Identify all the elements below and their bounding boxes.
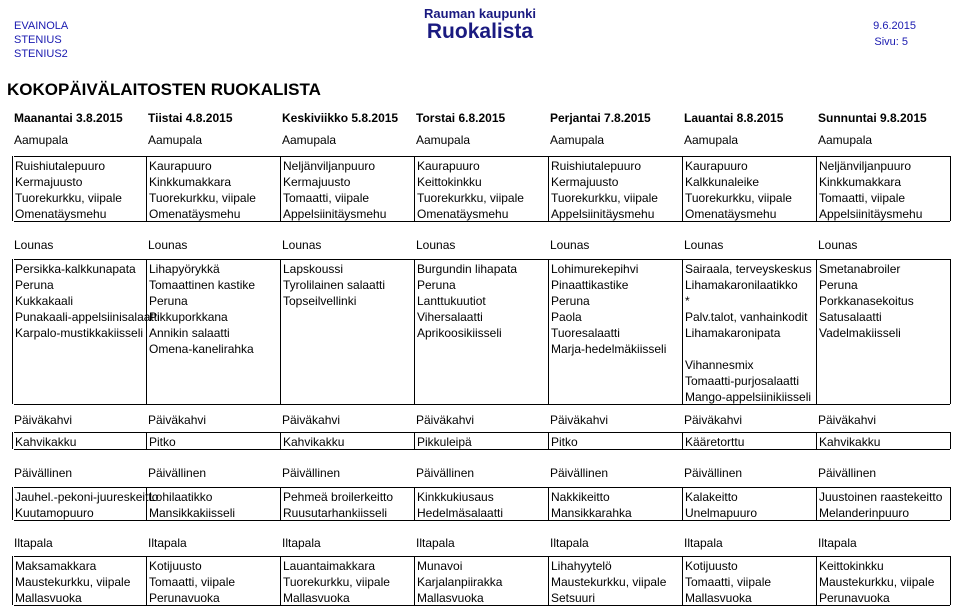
paivakahvi-label: Päiväkahvi [684,413,743,427]
menu-item: * [685,294,690,308]
paivakahvi-label: Päiväkahvi [416,413,475,427]
lounas-day-column [149,261,278,357]
lounas-day-column [819,261,948,341]
paivallinen-day-column [283,489,412,521]
aamupala-day-column [551,158,680,222]
menu-item: Tyrolilainen salaatti [283,278,386,292]
menu-item: Kinkkumakkara [819,175,902,189]
iltapala-column-divider [414,556,415,605]
aamupala-column-divider [950,156,951,221]
menu-item: Kalkkunaleike [685,175,760,189]
lounas-label: Lounas [416,238,456,252]
menu-item: Omenatäysmehu [149,207,241,221]
menu-item: Kermajuusto [551,175,619,189]
menu-item: Pikkuporkkana [149,310,228,324]
lounas-column-divider [414,259,415,404]
menu-item: Vihannesmix [685,358,754,372]
paivakahvi-column-divider [548,432,549,449]
menu-item: Pitko [149,435,176,449]
menu-item [685,341,814,357]
aamupala-day-column [819,158,948,222]
page-title: Ruokalista [426,20,534,43]
menu-item: Lihahyytelö [551,559,612,573]
menu-item: Kahvikakku [15,435,77,449]
menu-item: Kinkkumakkara [149,175,232,189]
menu-item: Pinaattikastike [551,278,629,292]
paivallinen-column-divider [548,487,549,520]
paivallinen-day-column [819,489,948,521]
menu-item: Tomaatti, viipale [685,575,772,589]
menu-item: Satusalaatti [819,310,882,324]
menu-item: Kotijuusto [149,559,202,573]
aamupala-column-divider [280,156,281,221]
menu-item: Maustekurkku, viipale [15,575,131,589]
menu-item: Maustekurkku, viipale [819,575,935,589]
paivallinen-label: Päivällinen [282,466,341,480]
lounas-column-divider [146,259,147,404]
iltapala-label: Iltapala [282,536,321,550]
paivakahvi-column-divider [280,432,281,449]
iltapala-label: Iltapala [550,536,589,550]
menu-item: Ruishiutalepuuro [551,159,642,173]
lounas-day-column [685,261,814,405]
paivakahvi-column-divider [414,432,415,449]
menu-item: Lauantaimakkara [283,559,376,573]
menu-item: Keittokinkku [417,175,482,189]
iltapala-column-divider [816,556,817,605]
menu-item: Peruna [551,294,590,308]
paivakahvi-column-divider [816,432,817,449]
header-left-line-2: STENIUS [14,34,62,46]
aamupala-day-column [15,158,144,222]
menu-item: Lanttukuutiot [417,294,486,308]
iltapala-top-rule [14,556,950,557]
menu-item: Kuutamopuuro [15,506,94,520]
iltapala-day-column [685,558,814,606]
iltapala-day-column [417,558,546,606]
menu-item: Appelsiinitäysmehu [819,207,923,221]
menu-item: Tomaattinen kastike [149,278,256,292]
iltapala-column-divider [950,556,951,605]
lounas-column-divider [12,259,13,404]
menu-item: Kermajuusto [283,175,351,189]
paivakahvi-column-divider [950,432,951,449]
paivallinen-label: Päivällinen [416,466,475,480]
paivakahvi-label: Päiväkahvi [282,413,341,427]
aamupala-day-column [149,158,278,222]
day-header-monday: Maanantai 3.8.2015 [14,111,123,125]
paivallinen-day-column [685,489,814,521]
lounas-label: Lounas [282,238,322,252]
menu-item: Annikin salaatti [149,326,230,340]
menu-item: Kaurapuuro [417,159,480,173]
lounas-label: Lounas [14,238,54,252]
menu-item: Tomaatti, viipale [819,191,906,205]
menu-item: Setsuuri [551,591,596,605]
iltapala-day-column [551,558,680,606]
paivallinen-column-divider [950,487,951,520]
aamupala-label: Aamupala [684,133,739,147]
iltapala-label: Iltapala [148,536,187,550]
menu-item: Neljänviljanpuuro [819,159,912,173]
aamupala-label: Aamupala [148,133,203,147]
menu-item: Munavoi [417,559,463,573]
menu-item: Perunavuoka [819,591,890,605]
menu-item: Keittokinkku [819,559,884,573]
page-number: Sivu: 5 [874,36,908,48]
menu-item: Vadelmakiisseli [819,326,901,340]
aamupala-label: Aamupala [550,133,605,147]
menu-item: Peruna [149,294,188,308]
paivallinen-column-divider [816,487,817,520]
menu-item: Perunavuoka [149,591,220,605]
menu-item: Burgundin lihapata [417,262,518,276]
menu-item: Omenatäysmehu [685,207,777,221]
menu-item: Mango-appelsiinikiisseli [685,390,812,404]
aamupala-day-column [283,158,412,222]
day-header-wednesday: Keskiviikko 5.8.2015 [282,111,399,125]
aamupala-label: Aamupala [818,133,873,147]
day-header-tuesday: Tiistai 4.8.2015 [148,111,233,125]
paivallinen-day-column [149,489,278,521]
lounas-column-divider [816,259,817,404]
paivallinen-label: Päivällinen [148,466,207,480]
menu-item: Topseilvellinki [283,294,357,308]
menu-item: Kaurapuuro [685,159,748,173]
menu-item: Persikka-kalkkunapata [15,262,136,276]
menu-item: Kääretorttu [685,435,745,449]
menu-item: Tuorekurkku, viipale [283,575,390,589]
paivakahvi-column-divider [12,432,13,449]
menu-item: Smetanabroiler [819,262,901,276]
lounas-column-divider [280,259,281,404]
menu-item: Lihamakaronipata [685,326,781,340]
day-header-friday: Perjantai 7.8.2015 [550,111,651,125]
paivakahvi-label: Päiväkahvi [14,413,73,427]
paivallinen-column-divider [414,487,415,520]
iltapala-column-divider [682,556,683,605]
menu-item: Maksamakkara [15,559,97,573]
menu-item: Porkkanasekoitus [819,294,914,308]
menu-item: Mallasvuoka [283,591,350,605]
lounas-day-column [283,261,412,309]
menu-item: Kahvikakku [819,435,881,449]
aamupala-label: Aamupala [282,133,337,147]
paivallinen-label: Päivällinen [818,466,877,480]
menu-item: Lohimurekepihvi [551,262,639,276]
paivallinen-column-divider [682,487,683,520]
paivakahvi-column-divider [682,432,683,449]
menu-item: Omenatäysmehu [417,207,509,221]
iltapala-day-column [149,558,278,606]
paivallinen-day-column [551,489,680,521]
menu-item: Omena-kanelirahka [149,342,254,356]
menu-item: Appelsiinitäysmehu [283,207,387,221]
menu-item: Tomaatti, viipale [149,575,236,589]
menu-item: Mallasvuoka [15,591,82,605]
menu-item: Mansikkarahka [551,506,632,520]
menu-item: Juustoinen raastekeitto [819,490,943,504]
menu-item: Jauhel.-pekoni-juureskeitto [15,490,159,504]
lounas-day-column [551,261,680,357]
day-header-thursday: Torstai 6.8.2015 [416,111,506,125]
menu-item: Kermajuusto [15,175,83,189]
menu-item: Lihamakaronilaatikko [685,278,798,292]
lounas-label: Lounas [818,238,858,252]
paivallinen-label: Päivällinen [14,466,73,480]
menu-item: Kinkkukiusaus [417,490,494,504]
day-header-sunday: Sunnuntai 9.8.2015 [818,111,927,125]
aamupala-label: Aamupala [14,133,69,147]
menu-item: Kaurapuuro [149,159,212,173]
aamupala-day-column [685,158,814,222]
header-left-line-1: EVAINOLA [14,20,69,32]
organization-name: Rauman kaupunki [424,6,536,21]
menu-item: Pitko [551,435,578,449]
paivakahvi-top-rule [14,432,950,433]
menu-item: Ruusutarhankiisseli [283,506,388,520]
menu-item: Aprikoosikiisseli [417,326,502,340]
paivakahvi-day-column [551,434,680,450]
day-header-saturday: Lauantai 8.8.2015 [684,111,784,125]
menu-item: Sairaala, terveyskeskus [685,262,812,276]
paivallinen-top-rule [14,487,950,488]
paivallinen-column-divider [12,487,13,520]
menu-item: Peruna [819,278,858,292]
menu-item: Tomaatti-purjosalaatti [685,374,800,388]
iltapala-column-divider [548,556,549,605]
menu-item: Peruna [417,278,456,292]
header-left-line-3: STENIUS2 [14,48,68,60]
paivakahvi-day-column [149,434,278,450]
menu-item: Tuorekurkku, viipale [417,191,524,205]
aamupala-column-divider [12,156,13,221]
iltapala-label: Iltapala [684,536,723,550]
paivakahvi-day-column [819,434,948,450]
menu-item: Punakaali-appelsiinisalaatti [15,310,160,324]
menu-item: Neljänviljanpuuro [283,159,376,173]
menu-item: Lohilaatikko [149,490,213,504]
iltapala-column-divider [12,556,13,605]
menu-item: Ruishiutalepuuro [15,159,106,173]
lounas-column-divider [682,259,683,404]
menu-item: Tuoresalaatti [551,326,620,340]
menu-item: Mallasvuoka [417,591,484,605]
paivallinen-day-column [15,489,159,521]
iltapala-column-divider [280,556,281,605]
menu-item: Melanderinpuuro [819,506,910,520]
menu-item: Vihersalaatti [417,310,483,324]
aamupala-label: Aamupala [416,133,471,147]
lounas-label: Lounas [550,238,590,252]
menu-item: Mallasvuoka [685,591,752,605]
paivakahvi-day-column [15,434,144,450]
paivakahvi-label: Päiväkahvi [148,413,207,427]
menu-item: Hedelmäsalaatti [417,506,504,520]
menu-heading: KOKOPÄIVÄLAITOSTEN RUOKALISTA [7,80,321,99]
menu-item: Maustekurkku, viipale [551,575,667,589]
lounas-top-rule [14,259,950,260]
lounas-day-column [15,261,160,341]
iltapala-label: Iltapala [14,536,53,550]
menu-item: Kukkakaali [15,294,74,308]
paivallinen-label: Päivällinen [684,466,743,480]
menu-item: Pikkuleipä [417,435,472,449]
iltapala-label: Iltapala [818,536,857,550]
lounas-column-divider [548,259,549,404]
paivakahvi-day-column [685,434,814,450]
aamupala-day-column [417,158,546,222]
menu-item: Pehmeä broilerkeitto [283,490,394,504]
menu-item: Lapskoussi [283,262,344,276]
menu-item: Paola [551,310,582,324]
menu-item: Tomaatti, viipale [283,191,370,205]
lounas-label: Lounas [684,238,724,252]
menu-item: Tuorekurkku, viipale [15,191,122,205]
menu-item: Kalakeitto [685,490,738,504]
paivakahvi-label: Päiväkahvi [550,413,609,427]
aamupala-column-divider [414,156,415,221]
menu-item: Tuorekurkku, viipale [551,191,658,205]
menu-item: Nakkikeitto [551,490,610,504]
iltapala-day-column [15,558,144,606]
paivakahvi-label: Päiväkahvi [818,413,877,427]
menu-item: Tuorekurkku, viipale [149,191,256,205]
lounas-label: Lounas [148,238,188,252]
lounas-day-column [417,261,546,341]
paivallinen-label: Päivällinen [550,466,609,480]
aamupala-column-divider [146,156,147,221]
menu-item: Karjalanpiirakka [417,575,503,589]
iltapala-day-column [819,558,948,606]
paivakahvi-column-divider [146,432,147,449]
lounas-column-divider [950,259,951,404]
iltapala-column-divider [146,556,147,605]
menu-item: Peruna [15,278,54,292]
paivakahvi-day-column [417,434,546,450]
menu-item: Karpalo-mustikkakiisseli [15,326,144,340]
menu-item: Palv.talot, vanhainkodit [685,310,808,324]
paivakahvi-day-column [283,434,412,450]
menu-item: Kotijuusto [685,559,738,573]
aamupala-column-divider [682,156,683,221]
menu-item: Unelmapuuro [685,506,758,520]
paivallinen-day-column [417,489,546,521]
menu-item: Kahvikakku [283,435,345,449]
menu-item: Lihapyörykkä [149,262,220,276]
menu-item: Mansikkakiisseli [149,506,236,520]
menu-item: Omenatäysmehu [15,207,107,221]
paivallinen-column-divider [280,487,281,520]
menu-item: Tuorekurkku, viipale [685,191,792,205]
iltapala-day-column [283,558,412,606]
aamupala-column-divider [548,156,549,221]
aamupala-top-rule [14,156,950,157]
print-date: 9.6.2015 [873,20,916,32]
menu-item: Appelsiinitäysmehu [551,207,655,221]
iltapala-label: Iltapala [416,536,455,550]
aamupala-column-divider [816,156,817,221]
menu-item: Marja-hedelmäkiisseli [551,342,667,356]
